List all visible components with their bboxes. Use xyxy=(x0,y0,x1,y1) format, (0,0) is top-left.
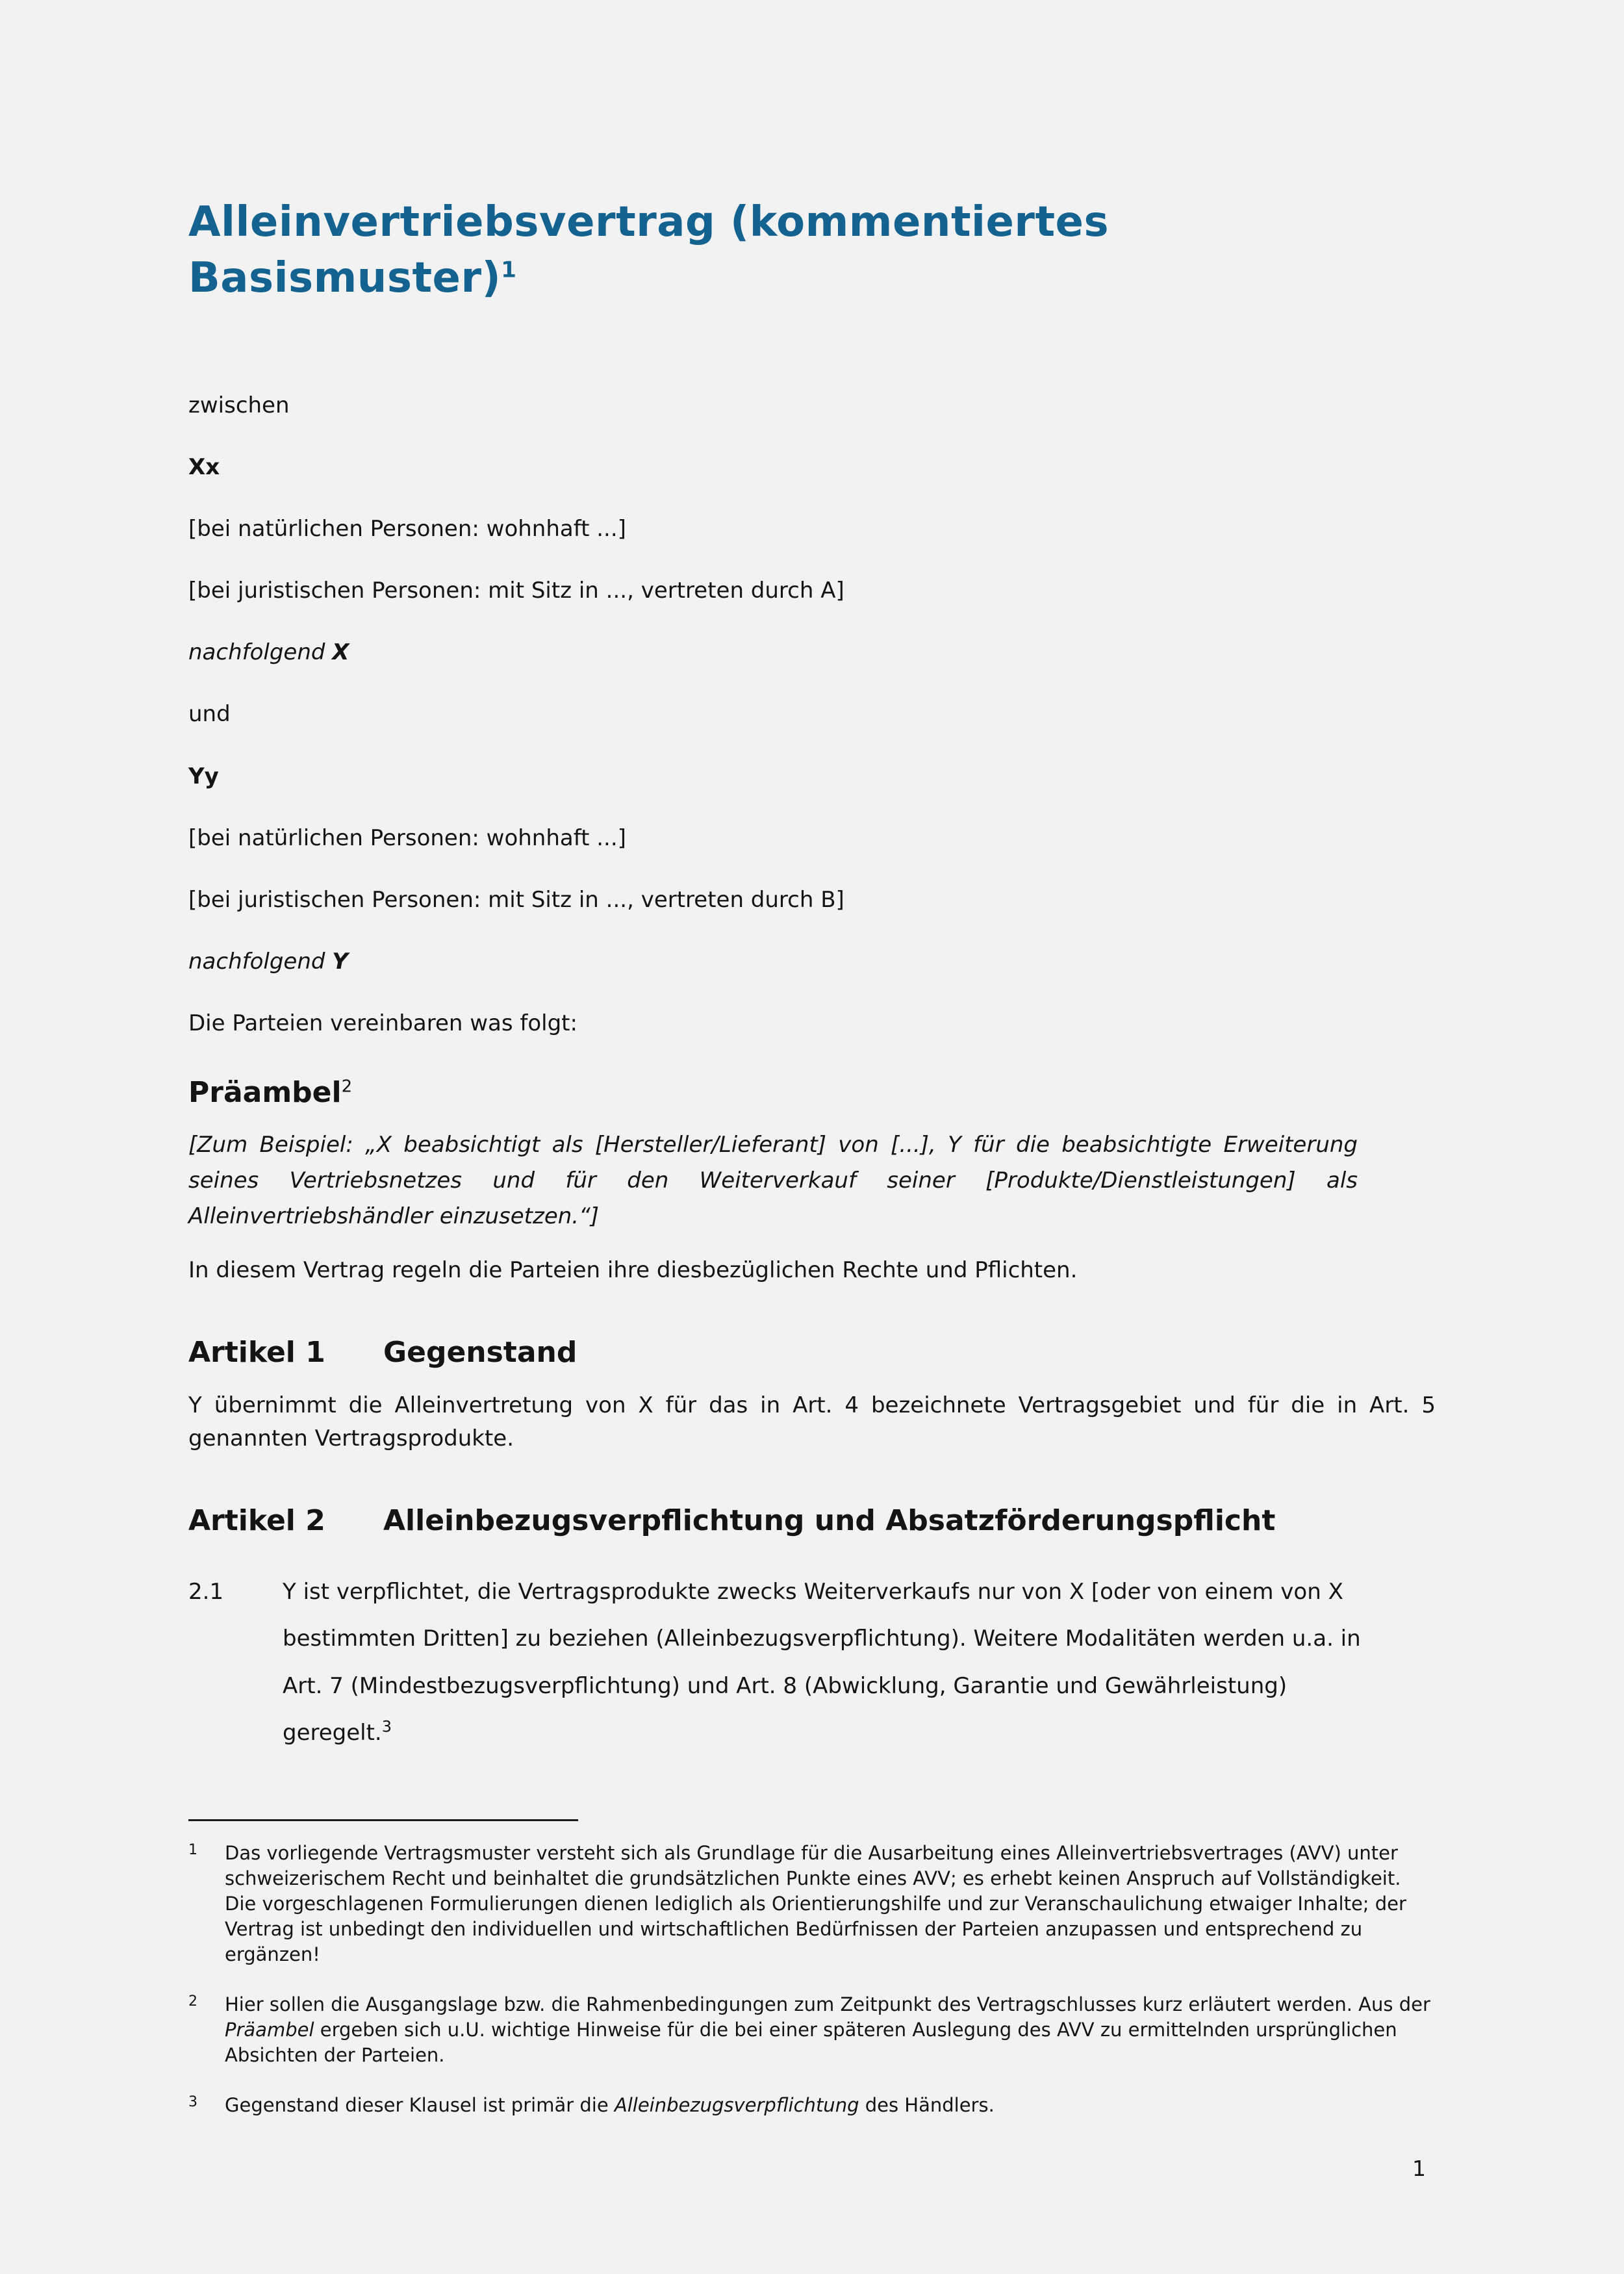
footnote-2 xyxy=(188,1992,1436,2068)
article-1-label: Artikel 1 xyxy=(188,1335,325,1369)
footnote-3-number: 3 xyxy=(188,2094,197,2110)
preamble-example: [Zum Beispiel: „X beabsichtigt als [Hersteller/Lieferant] von [...], Y für die beabsichtigte Erweiterung seines Vertriebsnetzes und für den Weiterverkauf seiner [Produkte/Dienstleistungen] als Alleinvertriebshändler einzusetzen.“] xyxy=(188,1131,1358,1229)
agreement-line: Die Parteien vereinbaren was folgt: xyxy=(188,1010,577,1037)
footnote-2-number: 2 xyxy=(188,1993,197,2010)
party-x-legal-person: [bei juristischen Personen: mit Sitz in ..., vertreten durch A] xyxy=(188,578,844,604)
preamble-body: In diesem Vertrag regeln die Parteien ihre diesbezüglichen Rechte und Pflichten. xyxy=(188,1257,1078,1283)
connector-line: und xyxy=(188,701,231,728)
footnote-3-part-1: Gegenstand dieser Klausel ist primär die xyxy=(225,2094,615,2116)
footnote-3 xyxy=(188,2093,1436,2118)
party-y-alias: Y xyxy=(332,949,348,975)
party-x-alias-prefix: nachfolgend xyxy=(188,639,333,666)
article-2-label: Artikel 2 xyxy=(188,1504,325,1538)
footnote-2-part-1: Hier sollen die Ausgangslage bzw. die Rahmenbedingungen zum Zeitpunkt des Vertragschlusses kurz erläutert werden. Aus der xyxy=(225,1993,1430,2015)
footnote-3-text xyxy=(225,2093,1436,2118)
party-y-alias-line xyxy=(188,947,1436,976)
between-line: zwischen xyxy=(188,392,290,418)
footnotes-section xyxy=(188,1819,1436,2143)
footnote-1-number: 1 xyxy=(188,1842,197,1858)
article-2-title: Alleinbezugsverpflichtung und Absatzförderungspflicht xyxy=(383,1504,1276,1538)
footnote-3-part-2: Alleinbezugsverpflichtung xyxy=(614,2094,859,2116)
article-1-title: Gegenstand xyxy=(383,1335,577,1369)
clause-2-1-number: 2.1 xyxy=(188,1579,224,1605)
clause-2-1 xyxy=(188,1568,1387,1756)
clause-2-1-footnote-ref: 3 xyxy=(381,1717,392,1736)
article-1-heading xyxy=(188,1334,1436,1371)
footnote-3-part-3: des Händlers. xyxy=(859,2094,995,2116)
party-x-alias-line xyxy=(188,638,1436,667)
party-y-alias-prefix: nachfolgend xyxy=(188,949,333,975)
party-y-legal-person: [bei juristischen Personen: mit Sitz in ..., vertreten durch B] xyxy=(188,887,844,913)
footnote-1-text: Das vorliegende Vertragsmuster versteht sich als Grundlage für die Ausarbeitung eines Alleinvertriebsvertrages (AVV) unter schweizerischem Recht und beinhaltet die grundsätzlichen Punkte eines AVV; es erhebt keinen Anspruch auf Vollständigkeit. Die vorgeschlagenen Formulierungen dienen lediglich als Orientierungshilfe und zur Veranschaulichung etwaiger Inhalte; der Vertrag ist unbedingt den individuellen und wirtschaftlichen Bedürfnissen der Parteien anzupassen und entsprechend zu ergänzen! xyxy=(225,1842,1406,1965)
document-content xyxy=(188,195,1436,1756)
article-1-body: Y übernimmt die Alleinvertretung von X für das in Art. 4 bezeichnete Vertragsgebiet und für die in Art. 5 genannten Vertragsprodukte. xyxy=(188,1392,1436,1452)
footnote-2-text xyxy=(225,1992,1436,2068)
clause-2-1-body: Y ist verpflichtet, die Vertragsprodukte zwecks Weiterverkaufs nur von X [oder von einem von X bestimmten Dritten] zu beziehen (Alleinbezugsverpflichtung). Weitere Modalitäten werden u.a. in Art. 7 (Mindestbezugsverpflichtung) und Art. 8 (Abwicklung, Garantie und Gewährleistung) geregelt. xyxy=(283,1579,1361,1746)
footnote-separator xyxy=(188,1819,578,1821)
article-2-heading xyxy=(188,1502,1436,1539)
preamble-heading-text: Präambel xyxy=(188,1075,342,1109)
party-x-name: Xx xyxy=(188,454,220,480)
document-title-text: Alleinvertriebsvertrag (kommentiertes Basismuster) xyxy=(188,198,1110,302)
party-y-name: Yy xyxy=(188,763,219,789)
party-y-natural-person: [bei natürlichen Personen: wohnhaft ...] xyxy=(188,824,626,851)
footnote-2-part-3: ergeben sich u.U. wichtige Hinweise für die bei einer späteren Auslegung des AVV zu ermittelnden ursprünglichen Absichten der Parteien. xyxy=(225,2019,1397,2066)
page-number: 1 xyxy=(1412,2156,1426,2181)
footnote-1 xyxy=(188,1841,1436,1967)
preamble-heading xyxy=(188,1074,1436,1111)
party-x-alias: X xyxy=(332,639,349,666)
document-title xyxy=(188,195,1280,307)
title-footnote-ref: 1 xyxy=(501,257,517,283)
clause-2-1-text xyxy=(283,1568,1387,1756)
preamble-footnote-ref: 2 xyxy=(341,1076,353,1096)
footnote-2-part-2: Präambel xyxy=(225,2019,314,2041)
party-x-natural-person: [bei natürlichen Personen: wohnhaft ...] xyxy=(188,515,626,542)
